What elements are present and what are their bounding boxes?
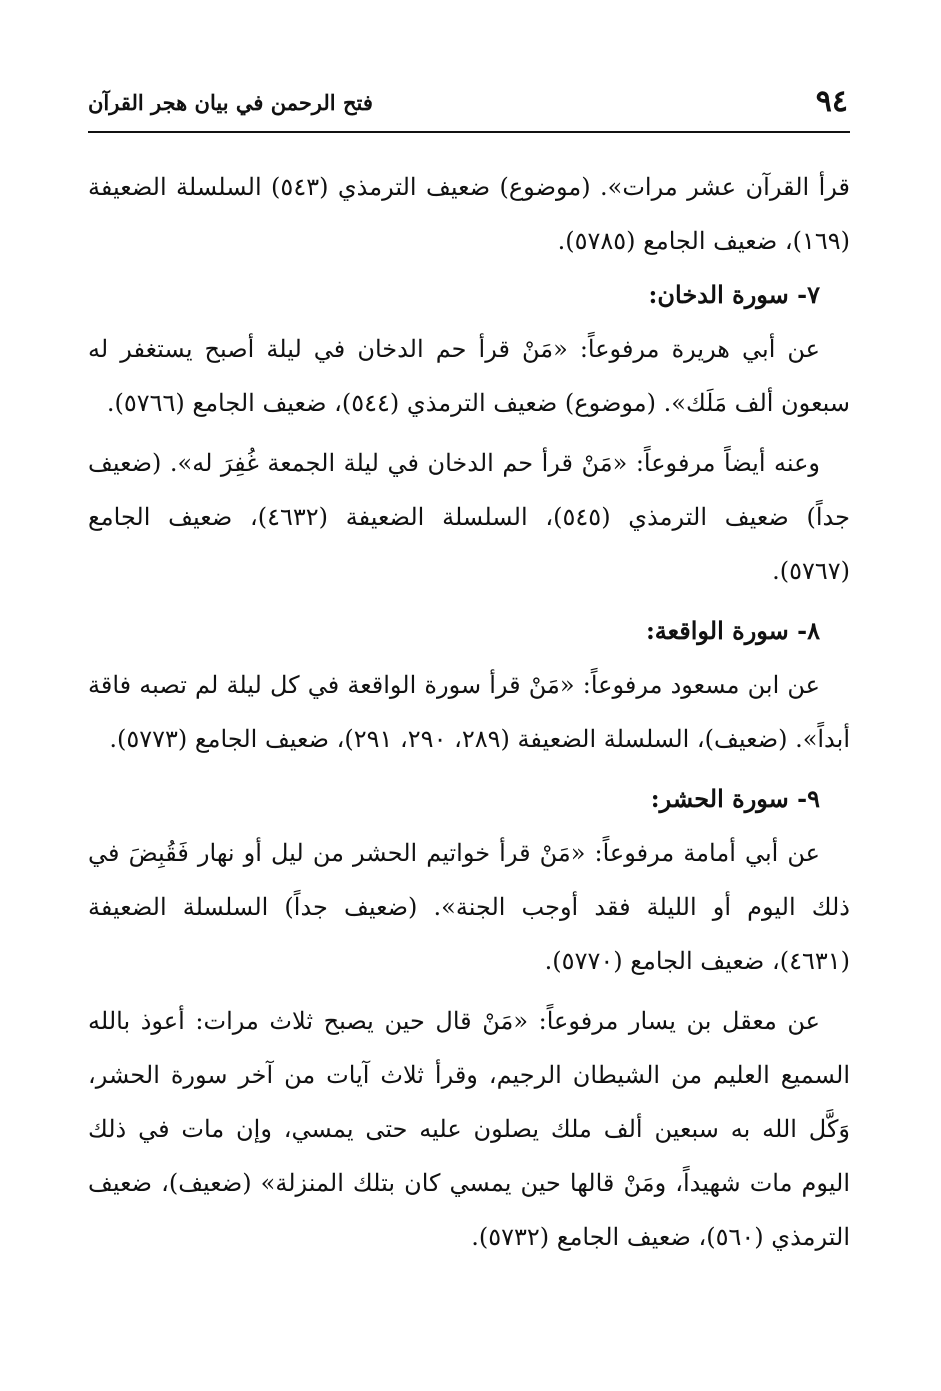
page-number: ٩٤ bbox=[815, 84, 848, 119]
header-divider bbox=[88, 131, 850, 133]
paragraph-continuation: قرأ القرآن عشر مرات». (موضوع) ضعيف الترمذي (٥٤٣) السلسلة الضعيفة (١٦٩)، ضعيف الجامع (٥٧٨٥). bbox=[88, 173, 850, 255]
page-header bbox=[88, 82, 848, 122]
paragraph-dukhan-1: عن أبي هريرة مرفوعاً: «مَنْ قرأ حم الدخان في ليلة أصبح يستغفر له سبعون ألف مَلَك». (موضوع) ضعيف الترمذي (٥٤٤)، ضعيف الجامع (٥٧٦٦). bbox=[88, 335, 850, 417]
paragraph-hashr-1: عن أبي أمامة مرفوعاً: «مَنْ قرأ خواتيم الحشر من ليل أو نهار فَقُبِضَ في ذلك اليوم أو الليلة فقد أوجب الجنة». (ضعيف جداً) السلسلة الضعيفة (٤٦٣١)، ضعيف الجامع (٥٧٧٠). bbox=[88, 839, 850, 975]
section-heading-dukhan: ٧- سورة الدخان: bbox=[648, 280, 820, 309]
paragraph-hashr-2: عن معقل بن يسار مرفوعاً: «مَنْ قال حين يصبح ثلاث مرات: أعوذ بالله السميع العليم من الشيطان الرجيم، وقرأ ثلاث آيات من آخر سورة الحشر، وَكَّل الله به سبعين ألف ملك يصلون عليه حتى يمسي، وإن مات في ذلك اليوم مات شهيداً، ومَنْ قالها حين يمسي كان بتلك المنزلة» (ضعيف)، ضعيف الترمذي (٥٦٠)، ضعيف الجامع (٥٧٣٢). bbox=[88, 1007, 850, 1251]
running-title: فتح الرحمن في بيان هجر القرآن bbox=[88, 90, 373, 115]
paragraph-waqiah: عن ابن مسعود مرفوعاً: «مَنْ قرأ سورة الواقعة في كل ليلة لم تصبه فاقة أبداً». (ضعيف)، السلسلة الضعيفة (٢٨٩، ٢٩٠، ٢٩١)، ضعيف الجامع (٥٧٧٣). bbox=[88, 671, 850, 753]
section-heading-waqiah: ٨- سورة الواقعة: bbox=[645, 616, 820, 645]
paragraph-dukhan-2: وعنه أيضاً مرفوعاً: «مَنْ قرأ حم الدخان في ليلة الجمعة غُفِرَ له». (ضعيف جداً) ضعيف الترمذي (٥٤٥)، السلسلة الضعيفة (٤٦٣٢)، ضعيف الجامع (٥٧٦٧). bbox=[88, 449, 850, 585]
page-body bbox=[88, 160, 850, 1264]
section-heading-hashr: ٩- سورة الحشر: bbox=[650, 784, 820, 813]
